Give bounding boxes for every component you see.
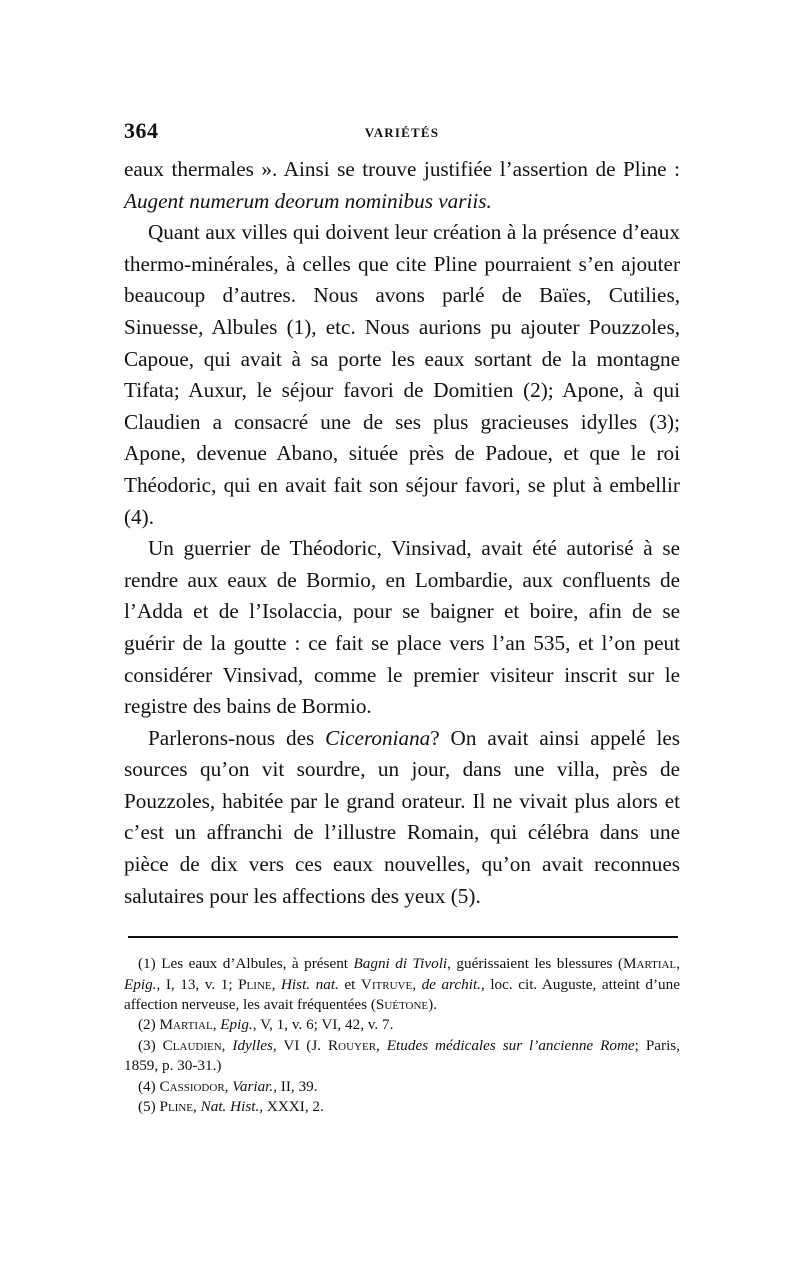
book-page xyxy=(124,118,680,1118)
footnote-author: Rouyer xyxy=(328,1036,377,1054)
footnote-author: Martial xyxy=(623,955,677,973)
ciceroniana-term: Ciceroniana xyxy=(325,725,431,750)
footnote-5 xyxy=(124,1097,680,1117)
footnote-italic: Variar. xyxy=(232,1077,274,1095)
footnote-text: , guérissaient les blessures ( xyxy=(447,955,624,973)
paragraph-2: Quant aux villes qui doivent leur création à la présence d’eaux thermo-minérales, à celles que cite Pline pourraient s’en ajouter beaucoup d’autres. Nous avons parlé de Baïes, Cutilies, Sinuesse, Albules (1), etc. Nous aurions pu ajouter Pouzzoles, Capoue, qui avait à sa porte les eaux sortant de la montagne Tifata; Auxur, le séjour favori de Domitien (2); Apone, à qui Claudien a consacré une de ses plus gracieuses idylles (3); Apone, devenue Abano, située près de Padoue, et que le roi Théodoric, qui en avait fait son séjour favori, se plut à embellir (4). xyxy=(124,220,680,529)
footnote-author: Pline xyxy=(159,1098,194,1116)
footnote-italic: Bagni di Tivoli xyxy=(353,955,448,973)
footnote-text: (4) xyxy=(138,1077,160,1095)
footnote-text: , I, 13, v. 1; xyxy=(156,975,239,993)
paragraph-3: Un guerrier de Théodoric, Vinsivad, avait été autorisé à se rendre aux eaux de Bormio, en Lombardie, aux confluents de l’Adda et de l’Isolaccia, pour se baigner et boire, afin de se guérir de la goutte : ce fait se place vers l’an 535, et l’on peut considérer Vinsivad, comme le premier visiteur inscrit sur le registre des bains de Bormio. xyxy=(124,536,680,719)
footnote-author: Martial xyxy=(159,1016,213,1034)
footnote-text: , loc. cit. Auguste, atteint d’une affection nerveuse, les avait fréquentées ( xyxy=(124,975,680,1014)
footnote-italic: Epig. xyxy=(220,1016,253,1034)
page-number: 364 xyxy=(124,118,159,143)
paragraph-4-text-b: ? On avait ainsi appelé les sources qu’on vit sourdre, un jour, dans une villa, près de Pouzzoles, habitée par le grand orateur. Il ne vivait plus alors et c’est un affranchi de l’illustre Romain, qui célébra dans une pièce de dix vers ces eaux nouvelles, qu’on avait reconnues salutaires pour les affections des yeux (5). xyxy=(124,725,680,908)
footnote-text: (2) xyxy=(138,1016,160,1034)
footnote-italic: Hist. nat. xyxy=(280,975,339,993)
paragraph-1 xyxy=(124,154,680,217)
paragraph-4 xyxy=(124,723,680,913)
footnote-text: ; Paris, 1859, p. 30-31.) xyxy=(124,1036,680,1075)
footnote-italic: Etudes médicales sur l’ancienne Rome xyxy=(386,1036,635,1054)
footnote-text: , XXXI, 2. xyxy=(259,1098,324,1116)
footnote-author: Pline xyxy=(238,975,272,993)
footnote-text: (1) Les eaux d’Albules, à présent xyxy=(138,955,354,973)
footnote-author: Vitruve xyxy=(360,975,413,993)
paragraph-4-text-a: Parlerons-nous des xyxy=(148,725,326,750)
footnote-author: Suétone xyxy=(375,996,429,1014)
footnote-divider xyxy=(128,936,678,938)
footnote-text: , II, 39. xyxy=(273,1077,318,1095)
paragraph-1-text: eaux thermales ». Ainsi se trouve justifiée l’assertion de Pline : xyxy=(124,157,680,181)
running-head xyxy=(124,118,680,154)
footnote-italic: Idylles xyxy=(232,1036,273,1054)
footnote-2 xyxy=(124,1015,680,1035)
main-text xyxy=(124,154,680,912)
footnote-text: , xyxy=(676,955,680,973)
running-title: VARIÉTÉS xyxy=(364,125,440,140)
footnote-text: , xyxy=(271,975,281,993)
footnote-author: Cassiodor xyxy=(159,1077,225,1095)
footnote-text: ). xyxy=(428,996,437,1014)
footnote-text: , xyxy=(376,1036,387,1054)
footnote-text: (5) xyxy=(138,1098,160,1116)
footnote-text: , xyxy=(412,975,422,993)
footnote-text: (3) xyxy=(138,1036,163,1054)
footnote-text: , xyxy=(193,1098,201,1116)
footnote-author: Claudien xyxy=(162,1036,222,1054)
footnote-italic: Epig. xyxy=(124,975,157,993)
footnote-text: , xyxy=(212,1016,221,1034)
footnote-italic: de archit. xyxy=(421,975,481,993)
footnote-text: , xyxy=(221,1036,233,1054)
footnote-3 xyxy=(124,1036,680,1077)
footnotes xyxy=(124,954,680,1117)
footnote-text: et xyxy=(338,975,361,993)
footnote-1 xyxy=(124,954,680,1015)
footnote-text: , xyxy=(224,1077,233,1095)
footnote-text: , V, 1, v. 6; VI, 42, v. 7. xyxy=(252,1016,394,1034)
footnote-italic: Nat. Hist. xyxy=(200,1098,260,1116)
footnote-4 xyxy=(124,1077,680,1097)
latin-quotation: Augent numerum deorum nominibus variis. xyxy=(124,188,492,213)
footnote-text: , VI (J. xyxy=(272,1036,329,1054)
